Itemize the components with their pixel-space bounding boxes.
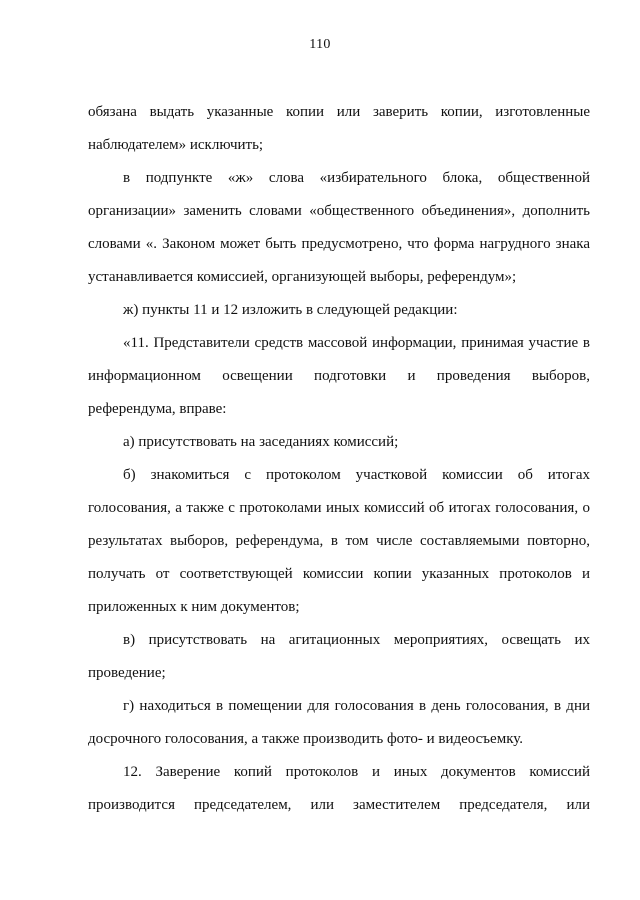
text-line: в) присутствовать на агитационных мероприятиях, освещать их [123,632,590,648]
text-line: организации» заменить словами «общественного объединения», дополнить [88,203,590,219]
page-number: 110 [309,37,331,52]
text-line: производится председателем, или заместителем председателя, или [88,797,590,813]
text-line: словами «. Законом может быть предусмотрено, что форма нагрудного знака [88,236,590,252]
text-line: референдума, вправе: [88,401,227,417]
text-line: наблюдателем» исключить; [88,137,264,153]
text-line: устанавливается комиссией, организующей выборы, референдум»; [88,269,517,285]
text-line: приложенных к ним документов; [88,599,300,615]
text-line: информационном освещении подготовки и проведения выборов, [88,368,590,384]
text-line: проведение; [88,665,166,681]
text-line: досрочного голосования, а также производить фото- и видеосъемку. [88,731,524,747]
text-line: обязана выдать указанные копии или заверить копии, изготовленные [88,104,590,120]
text-line: «11. Представители средств массовой информации, принимая участие в [123,335,590,351]
text-line: голосования, а также с протоколами иных комиссий об итогах голосования, о [88,500,590,516]
text-line: б) знакомиться с протоколом участковой комиссии об итогах [123,467,590,483]
text-line: г) находиться в помещении для голосования в день голосования, в дни [123,698,590,714]
text-line: результатах выборов, референдума, в том числе составляемыми повторно, [88,533,590,549]
text-line: 12. Заверение копий протоколов и иных документов комиссий [123,764,590,780]
text-line: ж) пункты 11 и 12 изложить в следующей редакции: [123,302,458,318]
document-body [88,96,590,822]
text-line: а) присутствовать на заседаниях комиссий; [123,434,399,450]
text-line: в подпункте «ж» слова «избирательного блока, общественной [123,170,590,186]
text-line: получать от соответствующей комиссии копии указанных протоколов и [88,566,590,582]
